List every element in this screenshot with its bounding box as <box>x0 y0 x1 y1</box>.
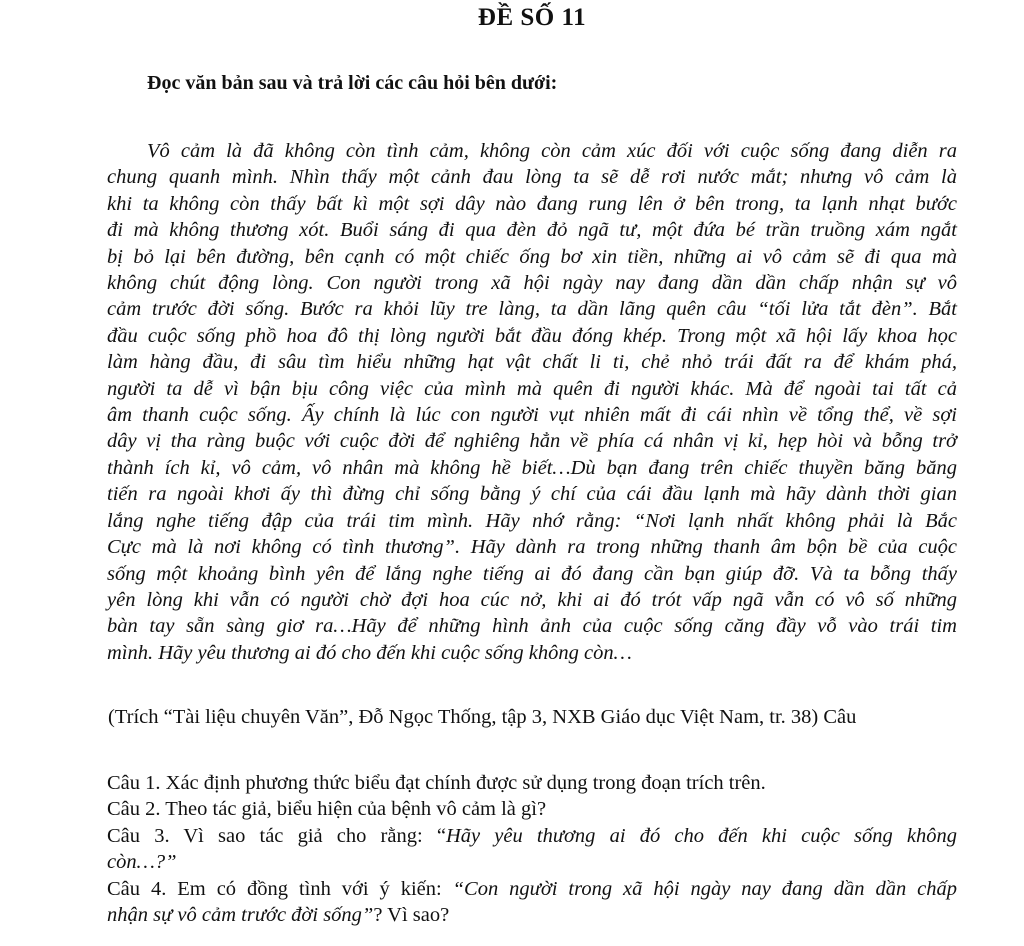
question-4-continuation <box>107 902 957 928</box>
question-4-quote: “Con người trong xã hội ngày nay đang dần dần chấp <box>452 877 957 900</box>
passage-line: dây vị tha ràng buộc với cuộc đời để nghiêng hẳn về phía cá nhân vị kỉ, hẹp hòi và bỗng trở <box>107 430 957 453</box>
instruction-text: Đọc văn bản sau và trả lời các câu hỏi bên dưới: <box>147 72 558 94</box>
question-1: Câu 1. Xác định phương thức biểu đạt chính được sử dụng trong đoạn trích trên. <box>107 772 766 794</box>
question-2: Câu 2. Theo tác giả, biểu hiện của bệnh vô cảm là gì? <box>107 798 547 821</box>
passage-line: lắng nghe tiếng đập của trái tim mình. Hãy nhớ rằng: “Nơi lạnh nhất không phải là Bắc <box>107 509 957 532</box>
passage-line: người ta dễ vì bận bịu công việc của mình mà quên đi người khác. Mà để ngoài tai tất cả <box>107 377 957 400</box>
passage-line: Vô cảm là đã không còn tình cảm, không còn cảm xúc đối với cuộc sống đang diễn ra <box>147 140 957 162</box>
reading-passage <box>107 138 957 666</box>
question-3-prefix: Câu 3. Vì sao tác giả cho rằng: “ <box>107 824 446 847</box>
question-3-quote: Hãy yêu thương ai đó cho đến khi cuộc sống không <box>445 824 957 847</box>
passage-line: cảm trước đời sống. Bước ra khỏi lũy tre làng, ta dần lãng quên câu “tối lửa tắt đèn”. Bắt <box>107 298 957 321</box>
question-list <box>107 770 957 928</box>
passage-line: bàn tay sẵn sàng giơ ra…Hãy để những hình ảnh của cuộc sống căng đầy vỗ vào trái tim <box>107 615 957 638</box>
passage-line: bị bỏ lại bên đường, bên cạnh có một chiếc ống bơ xin tiền, những ai vô cảm sẽ đi qua mà <box>107 245 957 268</box>
passage-line: thành ích kỉ, vô cảm, vô nhân mà không hề biết…Dù bạn đang trên chiếc thuyền băng băng <box>107 456 957 479</box>
question-4 <box>107 876 957 902</box>
passage-line: âm thanh cuộc sống. Ấy chính là lúc con người vụt nhiên mất đi cái nhìn về tổng thể, về sợi <box>107 404 957 427</box>
passage-line: đi mà không thương xót. Buổi sáng đi qua đèn đỏ ngã tư, một đứa bé trần truồng xám ngắt <box>107 219 957 242</box>
passage-line: làm hàng đầu, đi sâu tìm hiểu những hạt vật chất li ti, chẻ nhỏ trái đất ra để khám phá, <box>107 351 957 374</box>
passage-line: không chút động lòng. Con người trong xã hội ngày nay đang dần dần chấp nhận sự vô <box>107 272 957 295</box>
question-4-prefix: Câu 4. Em có đồng tình với ý kiến: <box>107 877 453 900</box>
exam-title: ĐỀ SỐ 11 <box>477 4 587 31</box>
passage-line: Cực mà là nơi không có tình thương”. Hãy dành ra trong những thanh âm bộn bề của cuộc <box>107 536 957 559</box>
question-4-quote-end: nhận sự vô cảm trước đời sống” <box>107 904 374 927</box>
passage-line: chung quanh mình. Nhìn thấy một cảnh đau lòng ta sẽ dễ rơi nước mắt; nhưng vô cảm là <box>107 166 957 189</box>
passage-line: đầu cuộc sống phồ hoa đô thị lòng người bắt đầu đóng khép. Trong một xã hội lấy khoa học <box>107 324 957 347</box>
passage-line: yên lòng khi vẫn có người chờ đợi hoa cúc nở, khi ai đó trót vấp ngã vẫn có vô số những <box>107 588 957 611</box>
passage-line: sống một khoảng bình yên để lắng nghe tiếng ai đó đang cần bạn giúp đỡ. Và ta bỗng thấy <box>107 562 957 585</box>
question-3-continuation: còn…?” <box>107 851 177 874</box>
question-3 <box>107 823 957 849</box>
passage-line: khi ta không còn thấy bất kì một sợi dây nào đang rung lên ở bên trong, ta lạnh nhạt bước <box>107 192 957 215</box>
question-4-suffix: ? Vì sao? <box>373 904 450 927</box>
passage-line: tiến ra ngoài khơi ấy thì đừng chỉ sống bằng ý chí của cái đầu lạnh mà hãy dành thời gian <box>107 483 957 506</box>
passage-line: mình. Hãy yêu thương ai đó cho đến khi cuộc sống không còn… <box>107 641 632 664</box>
source-citation: (Trích “Tài liệu chuyên Văn”, Đỗ Ngọc Thống, tập 3, NXB Giáo dục Việt Nam, tr. 38) Câu <box>108 706 857 728</box>
